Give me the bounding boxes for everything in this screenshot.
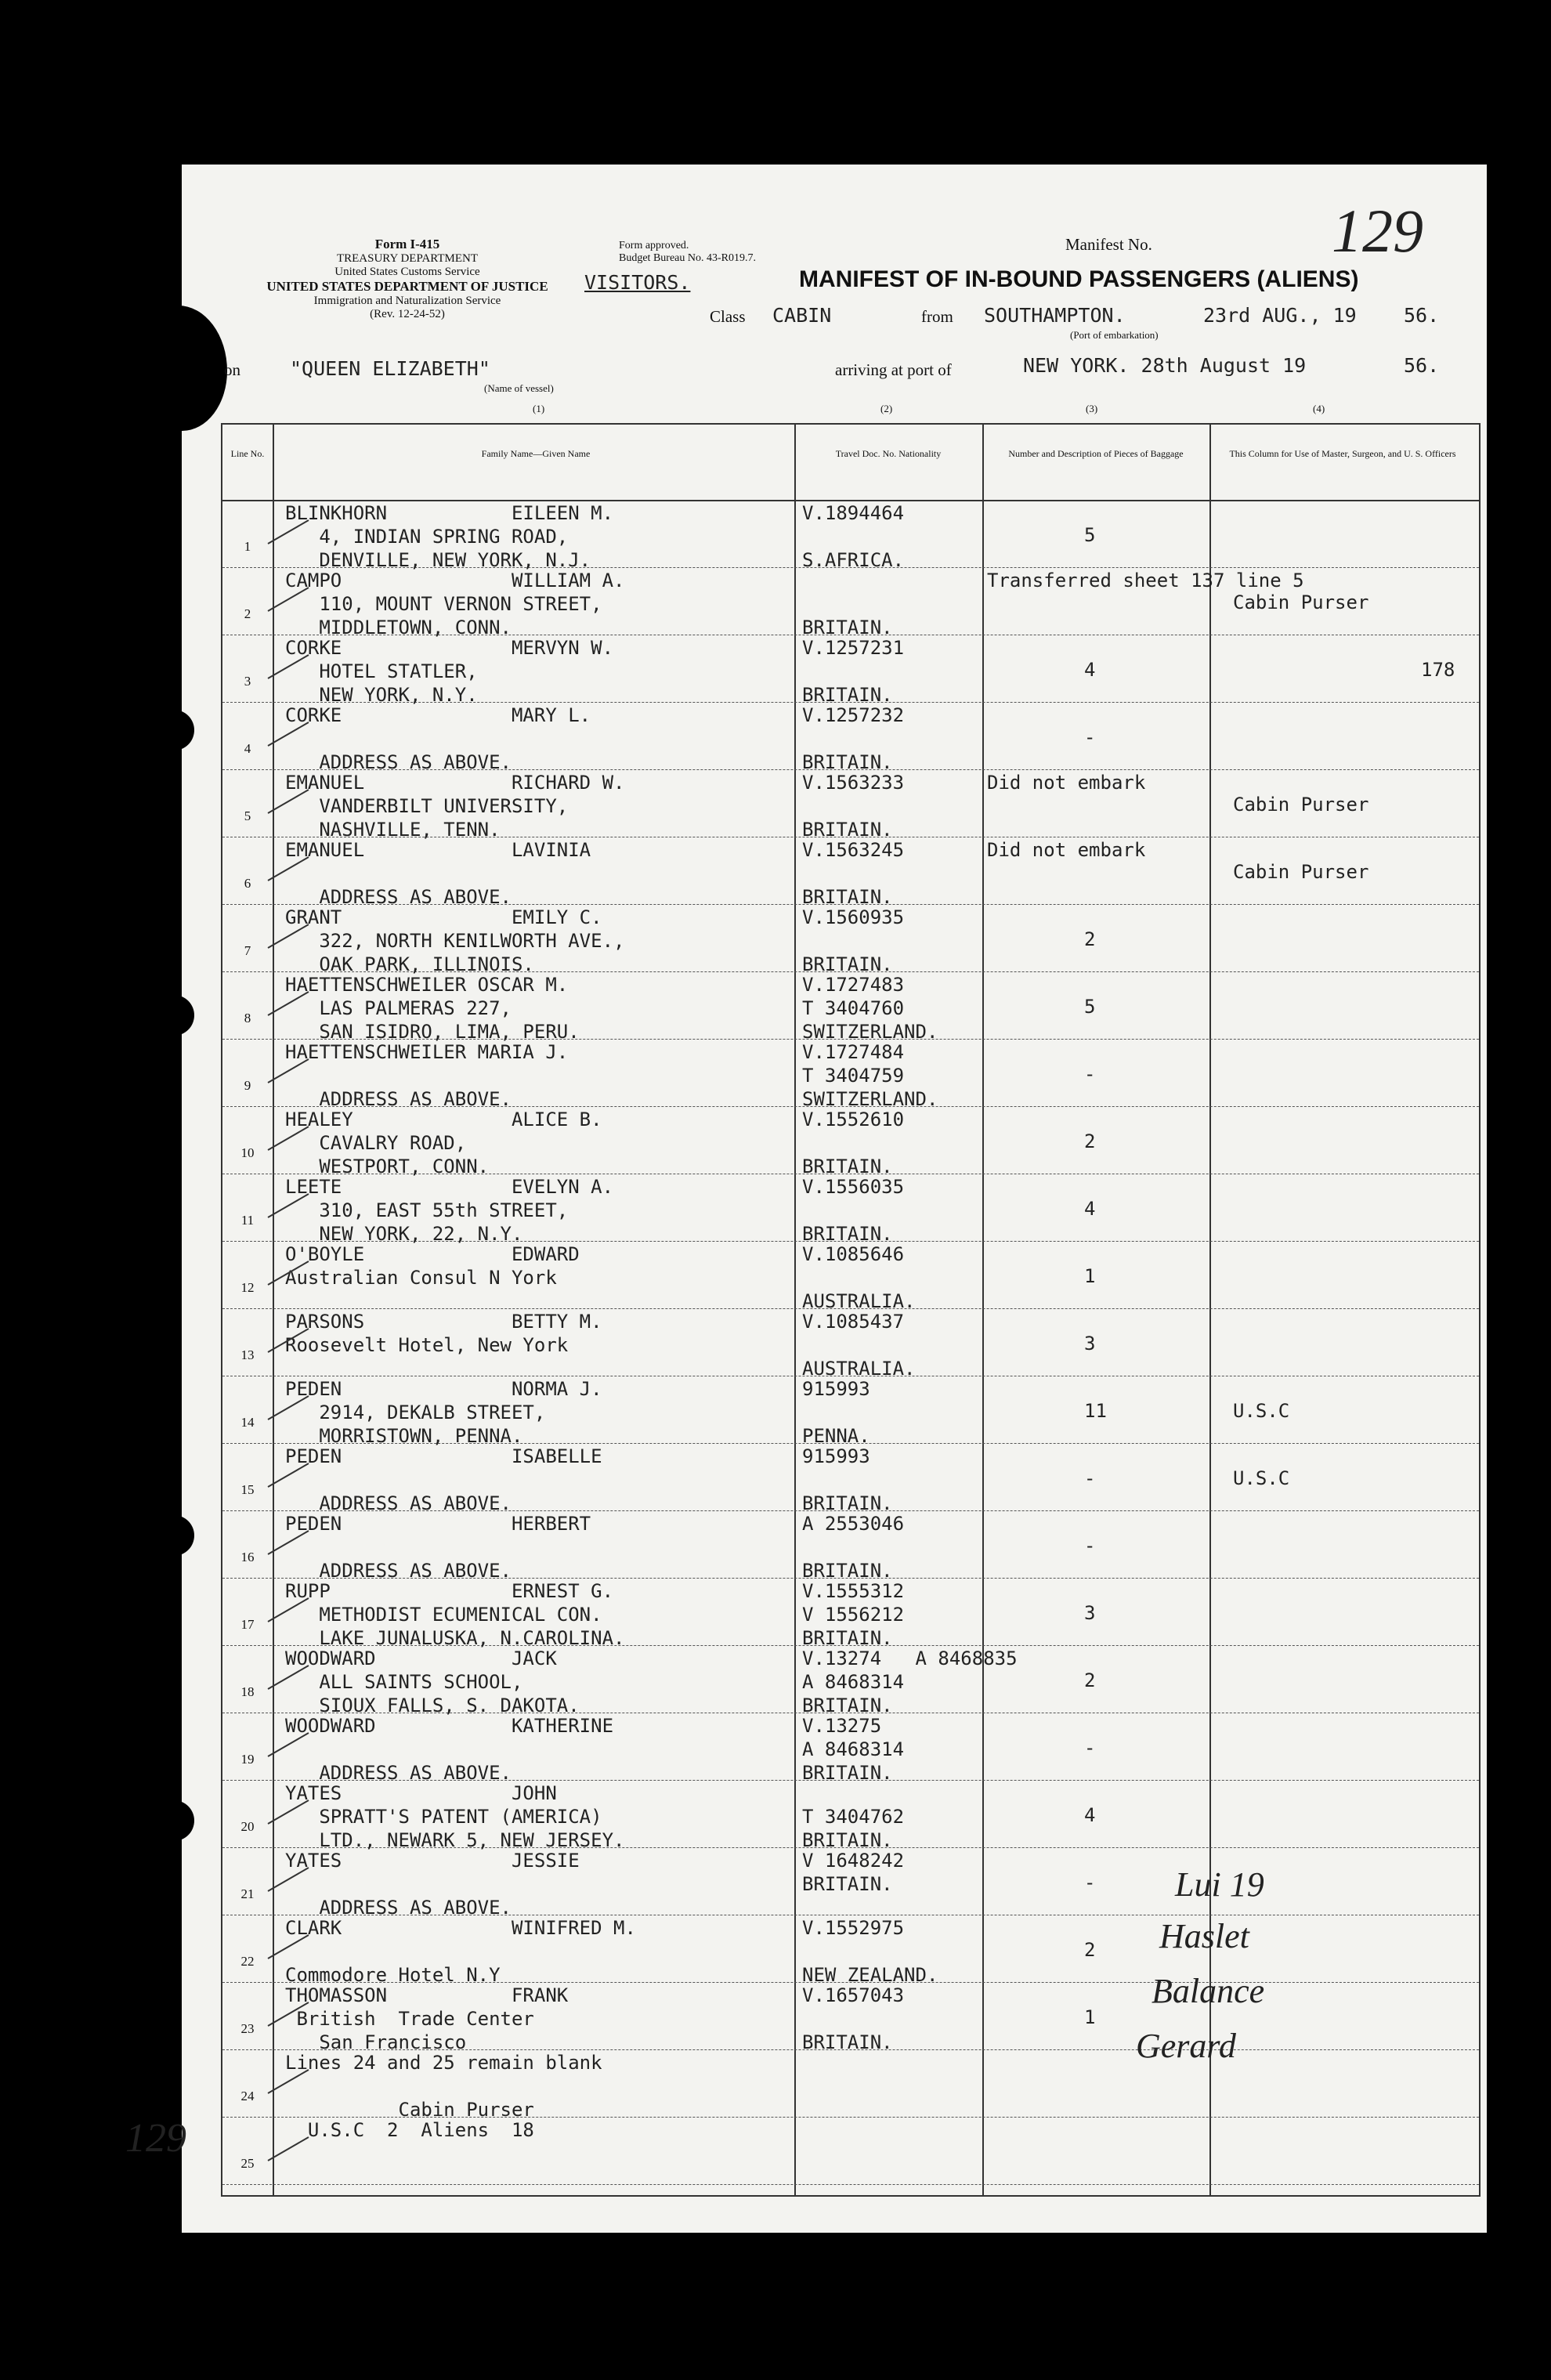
officer-note: 178	[1421, 659, 1455, 681]
line-number: 25	[240, 2156, 255, 2171]
passenger-name: LEETE EVELYN A. 310, EAST 55th STREET, NEW YORK, 22, N.Y.	[285, 1176, 614, 1245]
passenger-name: CORKE MERVYN W. HOTEL STATLER, NEW YORK, N.Y.	[285, 637, 614, 706]
signature-line-1: Lui 19	[1175, 1865, 1264, 1904]
travel-doc: V.1556035 BRITAIN.	[802, 1176, 905, 1245]
line-number: 16	[240, 1550, 255, 1564]
travel-doc: V 1648242 BRITAIN.	[802, 1850, 905, 1895]
travel-doc: V.1552975 NEW ZEALAND.	[802, 1917, 938, 1986]
customs-service: United States Customs Service	[334, 265, 480, 278]
margin-note: 129	[125, 2116, 186, 2161]
travel-doc: BRITAIN.	[802, 617, 893, 638]
travel-doc: V.1552610 BRITAIN.	[802, 1109, 905, 1177]
line-number: 21	[240, 1886, 255, 1901]
passenger-name: Lines 24 and 25 remain blank Cabin Purser	[285, 2052, 602, 2121]
travel-doc: V.1894464 S.AFRICA.	[802, 502, 905, 571]
travel-doc: V.13275 A 8468314 BRITAIN.	[802, 1715, 905, 1784]
punch-hole	[154, 710, 194, 751]
manifest-no-label: Manifest No.	[1065, 235, 1152, 254]
travel-doc: V.1657043 BRITAIN.	[802, 1984, 905, 2053]
manifest-title: MANIFEST OF IN-BOUND PASSENGERS (ALIENS)	[799, 266, 1359, 292]
line-number: 18	[240, 1684, 255, 1699]
baggage: 1	[1084, 2006, 1096, 2028]
officer-note: U.S.C	[1233, 1400, 1290, 1422]
line-number: 11	[240, 1213, 255, 1228]
line-number: 12	[240, 1280, 255, 1295]
col-line-no: Line No.	[230, 448, 265, 459]
vessel-name: "QUEEN ELIZABETH"	[290, 357, 490, 380]
from-date: 23rd AUG., 19	[1203, 304, 1357, 327]
baggage: 5	[1084, 996, 1096, 1018]
line-number: 22	[240, 1954, 255, 1969]
form-number: Form I-415	[374, 237, 440, 251]
line-number: 6	[244, 876, 251, 891]
passenger-name: CORKE MARY L. ADDRESS AS ABOVE.	[285, 704, 591, 773]
line-number: 23	[240, 2021, 255, 2036]
col-num-3: (3)	[1086, 403, 1098, 414]
line-number: 17	[240, 1617, 255, 1632]
line-number: 24	[240, 2089, 255, 2103]
passenger-name: U.S.C 2 Aliens 18	[285, 2119, 534, 2141]
passenger-name: HAETTENSCHWEILER OSCAR M. LAS PALMERAS 227, SAN ISIDRO, LIMA, PERU.	[285, 974, 580, 1043]
travel-doc: V.1560935 BRITAIN.	[802, 906, 905, 975]
travel-doc: V.13274 A 8468835 A 8468314 BRITAIN.	[802, 1648, 1018, 1716]
travel-doc: A 2553046 BRITAIN.	[802, 1513, 905, 1582]
class-label: Class	[710, 307, 746, 326]
col-officers: This Column for Use of Master, Surgeon, and U. S. Officers	[1229, 448, 1456, 459]
baggage: -	[1084, 1467, 1096, 1489]
signature-line-4: Gerard	[1136, 2027, 1236, 2065]
manifest-number-handwritten: 129	[1332, 197, 1423, 265]
arriving-year: 56.	[1404, 354, 1440, 377]
baggage: Transferred sheet 137 line 5	[987, 570, 1304, 591]
department-block	[266, 237, 548, 321]
travel-doc: 915993 BRITAIN.	[802, 1445, 893, 1514]
baggage: 5	[1084, 524, 1096, 546]
passenger-name: GRANT EMILY C. 322, NORTH KENILWORTH AVE., OAK PARK, ILLINOIS.	[285, 906, 625, 975]
col-divider	[982, 425, 984, 2195]
passenger-name: YATES JESSIE ADDRESS AS ABOVE.	[285, 1850, 580, 1919]
revision: (Rev. 12-24-52)	[370, 307, 445, 320]
passenger-name: BLINKHORN EILEEN M. 4, INDIAN SPRING ROAD, DENVILLE, NEW YORK, N.J.	[285, 502, 614, 571]
passenger-table	[221, 423, 1480, 2197]
baggage: 4	[1084, 659, 1096, 681]
col-baggage: Number and Description of Pieces of Baggage	[1008, 448, 1184, 459]
col-travel-doc: Travel Doc. No. Nationality	[835, 448, 942, 459]
line-number: 7	[244, 943, 251, 958]
baggage: 3	[1084, 1333, 1096, 1355]
line-number: 2	[244, 606, 251, 621]
passenger-name: O'BOYLE EDWARD Australian Consul N York	[285, 1243, 580, 1289]
passenger-name: EMANUEL LAVINIA ADDRESS AS ABOVE.	[285, 839, 591, 908]
signature-line-2: Haslet	[1159, 1917, 1249, 1955]
officer-note: Cabin Purser	[1233, 794, 1369, 816]
punch-hole	[154, 1800, 194, 1841]
officer-note: Cabin Purser	[1233, 591, 1369, 613]
line-number: 1	[244, 539, 251, 554]
passenger-name: HAETTENSCHWEILER MARIA J. ADDRESS AS ABOVE.	[285, 1041, 569, 1110]
travel-doc: V.1563233 BRITAIN.	[802, 772, 905, 841]
col-num-1: (1)	[533, 403, 545, 414]
passenger-name: CAMPO WILLIAM A. 110, MOUNT VERNON STREET, MIDDLETOWN, CONN.	[285, 570, 625, 638]
approval-block	[619, 240, 807, 265]
passenger-name: EMANUEL RICHARD W. VANDERBILT UNIVERSITY, NASHVILLE, TENN.	[285, 772, 625, 841]
baggage: -	[1084, 1063, 1096, 1085]
passenger-name: WOODWARD JACK ALL SAINTS SCHOOL, SIOUX FALLS, S. DAKOTA.	[285, 1648, 580, 1716]
travel-doc: V.1085646 AUSTRALIA.	[802, 1243, 916, 1312]
officer-note: Cabin Purser	[1233, 861, 1369, 883]
baggage: 2	[1084, 1130, 1096, 1152]
officer-note: U.S.C	[1233, 1467, 1290, 1489]
arriving-port-date: NEW YORK. 28th August 19	[1023, 354, 1307, 377]
line-number: 3	[244, 674, 251, 689]
baggage: 3	[1084, 1602, 1096, 1624]
from-port: SOUTHAMPTON.	[984, 304, 1126, 327]
col-num-4: (4)	[1313, 403, 1325, 414]
line-number: 20	[240, 1819, 255, 1834]
passenger-name: PEDEN NORMA J. 2914, DEKALB STREET, MORRISTOWN, PENNA.	[285, 1378, 602, 1447]
baggage: 1	[1084, 1265, 1096, 1287]
baggage: -	[1084, 1535, 1096, 1557]
travel-doc: T 3404762 BRITAIN.	[802, 1806, 905, 1851]
row-rule	[222, 2184, 1479, 2186]
visitors-stamp: VISITORS.	[584, 271, 691, 294]
line-number: 14	[240, 1415, 255, 1430]
signature-line-3: Balance	[1152, 1972, 1265, 2010]
port-caption: (Port of embarkation)	[1070, 329, 1159, 341]
passenger-name: RUPP ERNEST G. METHODIST ECUMENICAL CON. LAKE JUNALUSKA, N.CAROLINA.	[285, 1580, 625, 1649]
passenger-name: HEALEY ALICE B. CAVALRY ROAD, WESTPORT, CONN.	[285, 1109, 602, 1177]
passenger-name: THOMASSON FRANK British Trade Center San Francisco	[285, 1984, 569, 2053]
baggage: 2	[1084, 928, 1096, 950]
baggage: Did not embark	[987, 839, 1146, 861]
baggage: 4	[1084, 1804, 1096, 1826]
col-num-2: (2)	[880, 403, 893, 414]
punch-hole	[154, 995, 194, 1036]
passenger-name: PEDEN ISABELLE ADDRESS AS ABOVE.	[285, 1445, 602, 1514]
line-number: 15	[240, 1482, 255, 1497]
class-value: CABIN	[772, 304, 832, 327]
travel-doc: V.1563245 BRITAIN.	[802, 839, 905, 908]
travel-doc: V.1257231 BRITAIN.	[802, 637, 905, 706]
travel-doc: V.1257232 BRITAIN.	[802, 704, 905, 773]
baggage: Did not embark	[987, 772, 1146, 794]
ink-blot	[133, 306, 227, 431]
passenger-name: PARSONS BETTY M. Roosevelt Hotel, New York	[285, 1311, 602, 1356]
arriving-label: arriving at port of	[835, 360, 952, 379]
baggage: 11	[1084, 1400, 1107, 1422]
justice-dept: UNITED STATES DEPARTMENT OF JUSTICE	[266, 279, 548, 295]
passenger-name: CLARK WINIFRED M. Commodore Hotel N.Y	[285, 1917, 636, 1986]
passenger-name: WOODWARD KATHERINE ADDRESS AS ABOVE.	[285, 1715, 614, 1784]
baggage: 2	[1084, 1939, 1096, 1961]
line-number: 8	[244, 1011, 251, 1025]
travel-doc: V.1727484 T 3404759 SWITZERLAND.	[802, 1041, 938, 1110]
form-approved: Form approved.	[619, 240, 689, 251]
punch-hole	[154, 1515, 194, 1556]
travel-doc: V.1085437 AUSTRALIA.	[802, 1311, 916, 1380]
baggage: -	[1084, 1872, 1096, 1894]
line-number: 13	[240, 1347, 255, 1362]
vessel-caption: (Name of vessel)	[484, 382, 554, 394]
col-divider	[794, 425, 796, 2195]
travel-doc: V.1555312 V 1556212 BRITAIN.	[802, 1580, 905, 1649]
budget-bureau: Budget Bureau No. 43-R019.7.	[619, 252, 756, 265]
ins-service: Immigration and Naturalization Service	[313, 294, 501, 307]
baggage: 2	[1084, 1669, 1096, 1691]
travel-doc: 915993 PENNA.	[802, 1378, 870, 1447]
travel-doc: V.1727483 T 3404760 SWITZERLAND.	[802, 974, 938, 1043]
from-year: 56.	[1404, 304, 1440, 327]
col-name: Family Name—Given Name	[481, 448, 591, 459]
on-label: on	[224, 360, 240, 379]
passenger-name: PEDEN HERBERT ADDRESS AS ABOVE.	[285, 1513, 591, 1582]
line-number: 5	[244, 808, 251, 823]
line-number: 4	[244, 741, 251, 756]
line-number: 19	[240, 1752, 255, 1767]
passenger-name: YATES JOHN SPRATT'S PATENT (AMERICA) LTD., NEWARK 5, NEW JERSEY.	[285, 1782, 625, 1851]
line-number: 9	[244, 1078, 251, 1093]
line-number: 10	[240, 1145, 255, 1160]
baggage: -	[1084, 1737, 1096, 1759]
baggage: -	[1084, 726, 1096, 748]
baggage: 4	[1084, 1198, 1096, 1220]
from-label: from	[921, 307, 953, 326]
treasury-dept: TREASURY DEPARTMENT	[336, 251, 479, 265]
col-divider	[273, 425, 274, 2195]
